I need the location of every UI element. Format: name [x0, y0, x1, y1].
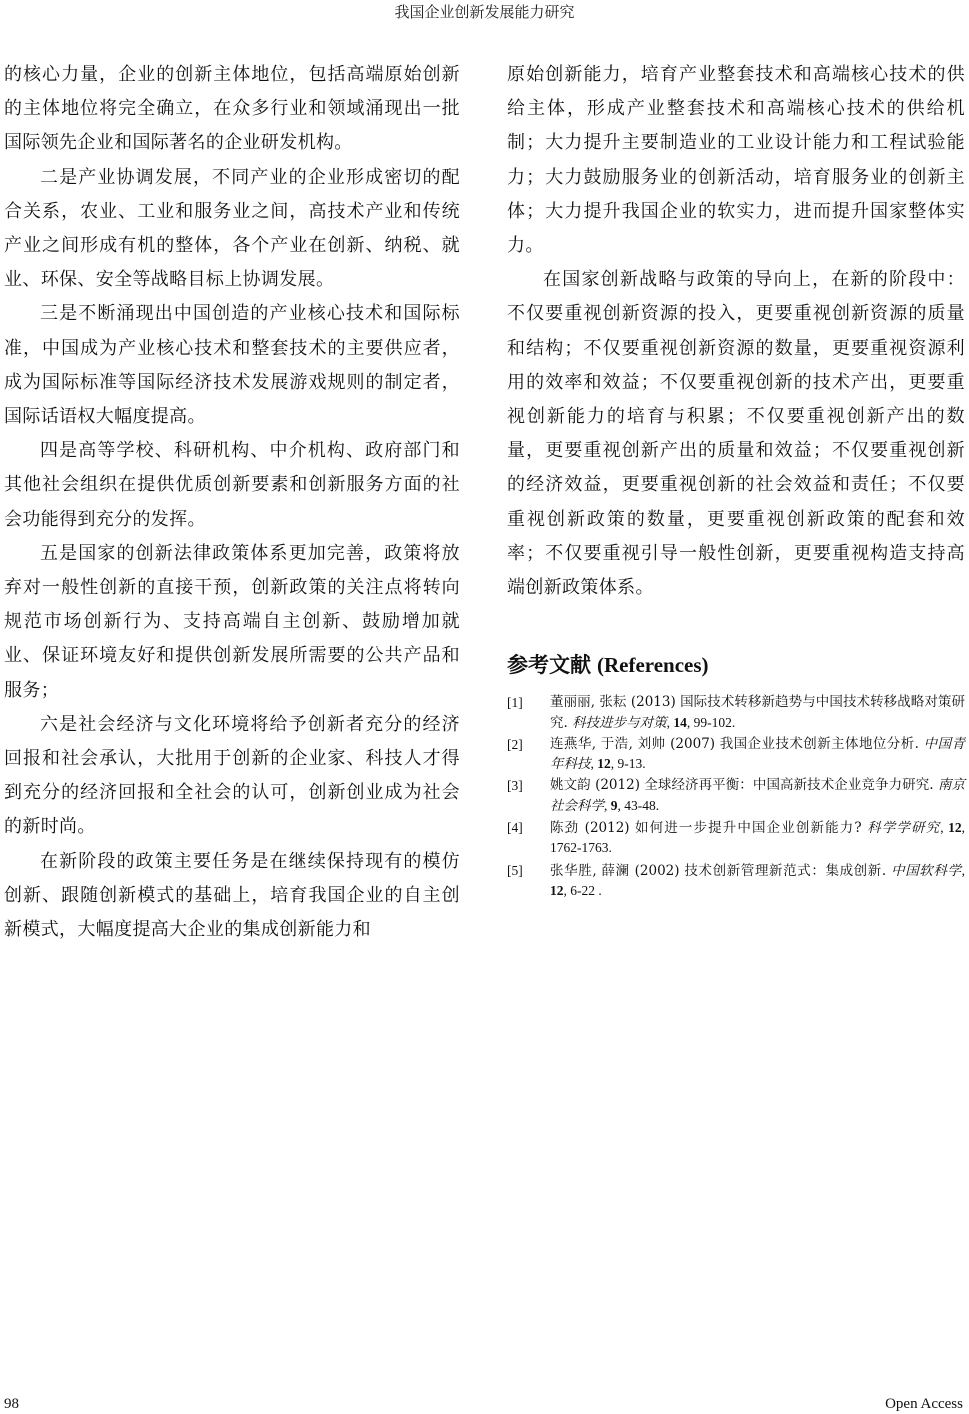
reference-pages: , 43-48.	[617, 797, 660, 813]
references-heading-cn: 参考文献	[507, 652, 591, 678]
reference-journal: 中国软科学	[891, 862, 962, 879]
reference-volume: 12	[550, 882, 564, 898]
reference-separator: ,	[590, 756, 598, 772]
reference-number: [2]	[507, 736, 523, 752]
reference-item	[507, 818, 965, 859]
reference-authors-title: 连燕华, 于浩, 刘帅 (2007) 我国企业技术创新主体地位分析.	[550, 735, 924, 752]
references-heading-en: (References)	[597, 653, 709, 678]
paragraph: 的核心力量，企业的创新主体地位，包括高端原始创新的主体地位将完全确立，在众多行业和领域涌现出一批国际领先企业和国际著名的企业研发机构。	[4, 64, 460, 154]
reference-number: [1]	[507, 695, 523, 711]
reference-pages: , 9-13.	[610, 756, 646, 772]
paragraph: 二是产业协调发展，不同产业的企业形成密切的配合关系，农业、工业和服务业之间，高技术产业和传统产业之间形成有机的整体，各个产业在创新、纳税、就业、环保、安全等战略目标上协调发展。	[4, 166, 460, 291]
reference-separator: ,	[961, 862, 966, 878]
reference-volume: 12	[597, 756, 611, 772]
running-title: 我国企业创新发展能力研究	[394, 3, 575, 21]
reference-item	[507, 776, 965, 816]
reference-list	[507, 693, 965, 901]
reference-authors-title: 姚文韵 (2012) 全球经济再平衡：中国高新技术企业竞争力研究.	[550, 777, 938, 794]
reference-item	[507, 735, 965, 775]
reference-pages: , 1762-1763.	[550, 820, 966, 856]
reference-separator: ,	[604, 797, 611, 813]
reference-authors-title: 陈劲 (2012) 如何进一步提升中国企业创新能力?	[550, 820, 868, 837]
paragraph: 五是国家的创新法律政策体系更加完善，政策将放弃对一般性创新的直接干预，创新政策的关注点将转向规范市场创新行为、支持高端自主创新、鼓励增加就业、保证环境友好和提供创新发展所需要的公共产品和服务；	[4, 542, 460, 701]
reference-number: [4]	[507, 820, 523, 836]
reference-volume: 14	[673, 714, 687, 730]
right-column	[507, 58, 965, 903]
paragraph: 在新阶段的政策主要任务是在继续保持现有的模仿创新、跟随创新模式的基础上，培育我国企业的自主创新模式，大幅度提高大企业的集成创新能力和	[4, 850, 460, 941]
reference-journal: 科学学研究	[867, 820, 941, 837]
paragraph: 在国家创新战略与政策的导向上，在新的阶段中：不仅要重视创新资源的投入，更要重视创新资源的质量和结构；不仅要重视创新资源的数量，更要重视资源利用的效率和效益；不仅要重视创新的技术产出，更要重视创新能力的培育与积累；不仅要重视创新产出的数量，更要重视创新产出的质量和效益；不仅要重视创新的经济效益，更要重视创新的社会效益和责任；不仅要重视创新政策的数量，更要重视创新政策的配套和效率；不仅要重视引导一般性创新，更要重视构造支持高端创新政策体系。	[507, 269, 965, 599]
paragraph: 三是不断涌现出中国创造的产业核心技术和国际标准，中国成为产业核心技术和整套技术的主要供应者，成为国际标准等国际经济技术发展游戏规则的制定者，国际话语权大幅度提高。	[4, 303, 460, 428]
reference-number: [5]	[507, 862, 523, 878]
reference-item	[507, 693, 965, 733]
reference-pages: , 99-102.	[686, 714, 736, 730]
reference-journal: 南京社会科学	[550, 777, 966, 814]
reference-pages: , 6-22 .	[563, 882, 602, 898]
reference-separator: ,	[940, 820, 949, 836]
reference-journal: 科技进步与对策	[572, 714, 667, 731]
page-number: 98	[4, 1396, 19, 1412]
paragraph: 六是社会经济与文化环境将给予创新者充分的经济回报和社会承认，大批用于创新的企业家、科技人才得到充分的经济回报和全社会的认可，创新创业成为社会的新时尚。	[4, 713, 460, 838]
reference-volume: 12	[948, 820, 962, 836]
reference-number: [3]	[507, 778, 523, 794]
reference-volume: 9	[610, 797, 618, 813]
reference-item	[507, 861, 965, 902]
paragraph: 原始创新能力，培育产业整套技术和高端核心技术的供给主体，形成产业整套技术和高端核心技术的供给机制；大力提升主要制造业的工业设计能力和工程试验能力；大力鼓励服务业的创新活动，培育服务业的创新主体；大力提升我国企业的软实力，进而提升国家整体实力。	[507, 64, 965, 257]
reference-separator: ,	[666, 714, 674, 730]
reference-journal: 中国青年科技	[550, 735, 965, 773]
publisher-label: Open Access	[885, 1396, 963, 1412]
reference-authors-title: 张华胜, 薛澜 (2002) 技术创新管理新范式：集成创新.	[550, 862, 892, 879]
references-heading	[507, 651, 965, 679]
reference-authors-title: 董丽丽, 张耘 (2013) 国际技术转移新趋势与中国技术转移战略对策研究.	[550, 694, 965, 731]
left-column	[4, 58, 460, 947]
paragraph: 四是高等学校、科研机构、中介机构、政府部门和其他社会组织在提供优质创新要素和创新服务方面的社会功能得到充分的发挥。	[4, 440, 460, 530]
